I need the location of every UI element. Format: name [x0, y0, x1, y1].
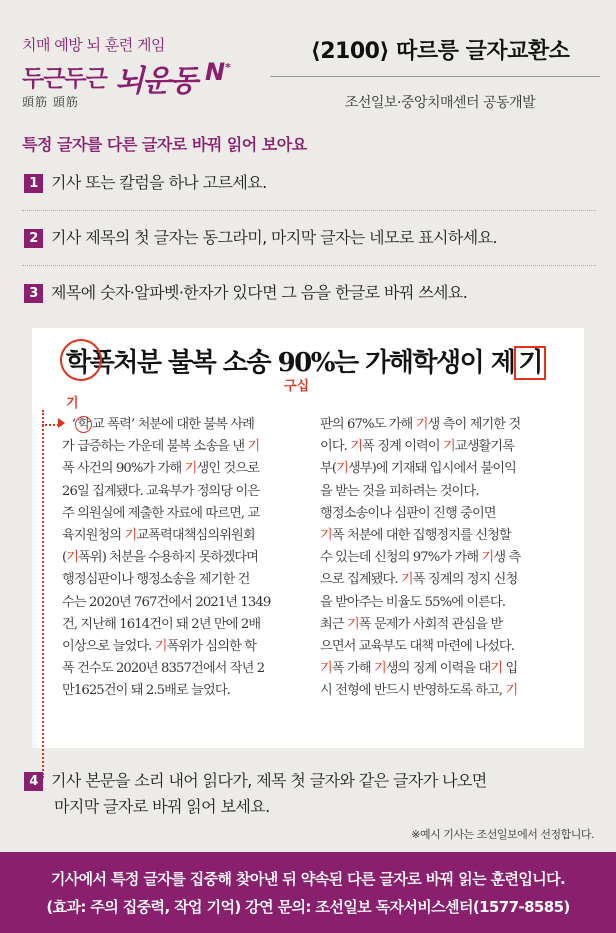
article-line: 행정심판이나 행정소송을 제기한 건 — [62, 572, 250, 588]
step-number-badge: 2 — [24, 229, 43, 248]
step-3 — [24, 281, 604, 305]
step-text: 기사 제목의 첫 글자는 동그라미, 마지막 글자는 네모로 표시하세요. — [51, 228, 497, 247]
logo-hanja: 頭筋 頭筋 — [22, 95, 79, 109]
article-line: 최근 기폭 문제가 사회적 관심을 받 — [320, 616, 503, 632]
step-4 — [24, 768, 604, 820]
step-1 — [24, 171, 604, 195]
article-line: ‘ 학 교 폭력’ 처분에 대한 불복 사례 — [62, 417, 254, 432]
logo-brain-exercise: 뇌운동 — [115, 64, 196, 99]
step-text-line-2: 마지막 글자로 바꿔 읽어 보세요. — [54, 797, 270, 816]
step-number-badge: 3 — [24, 284, 43, 303]
article-line: 육지원청의 기교폭력대책심의위원회 — [62, 528, 255, 544]
divider — [22, 265, 596, 266]
article-line: 부(기생부)에 기재돼 입시에서 불이익 — [320, 461, 516, 477]
series-subtitle: 치매 예방 뇌 훈련 게임 — [22, 36, 165, 54]
header — [0, 0, 616, 120]
article-line: 건, 지난해 1614건이 돼 2년 만에 2배 — [62, 616, 261, 632]
circled-char: 학 — [75, 416, 92, 433]
article-line: 주 의원실에 제출한 자료에 따르면, 교 — [62, 505, 260, 521]
replacement-note: 기 — [66, 396, 79, 411]
step-text: 기사 본문을 소리 내어 읽다가, 제목 첫 글자와 같은 글자가 나오면 — [51, 771, 487, 790]
article-line: 폭 사건의 90%가 가해 기생인 것으로 — [62, 461, 259, 477]
step-number-badge: 1 — [24, 174, 43, 193]
example-article — [32, 328, 584, 748]
intro-heading: 특정 글자를 다른 글자로 바꿔 읽어 보아요 — [22, 135, 307, 154]
article-line: 기폭 처분에 대한 집행정지를 신청할 — [320, 528, 511, 544]
logo-n-mark: N* — [205, 58, 231, 86]
article-line: 만1625건이 돼 2.5배로 늘었다. — [62, 683, 230, 699]
arrow-right-icon — [58, 418, 65, 428]
article-left-column — [62, 414, 304, 703]
article-line: 시 전형에 반드시 반영하도록 하고, 기 — [320, 683, 518, 699]
footer-line-2: (효과: 주의 집중력, 작업 기억) 강연 문의: 조선일보 독자서비스센터(1577-8585) — [46, 898, 570, 916]
headline-last-char: 기 — [514, 346, 546, 380]
headline-middle: 폭처분 불복 소송 90%는 가해학생이 제 — [89, 348, 515, 378]
article-line: 이다. 기폭 징계 이력이 기교생활기록 — [320, 439, 515, 455]
article-line: 을 받는 것을 피하려는 것이다. — [320, 483, 479, 499]
article-line: 폭 건수도 2020년 8357건에서 작년 2 — [62, 661, 265, 677]
article-line: 을 받아주는 비율도 55%에 이른다. — [320, 594, 506, 610]
article-line: 기폭 가해 기생의 징계 이력을 대기 입 — [320, 661, 518, 677]
article-line: (기폭위) 처분을 수용하지 못하겠다며 — [62, 550, 258, 566]
step-2 — [24, 226, 604, 250]
article-line: 으면서 교육부도 대책 마련에 나섰다. — [320, 639, 515, 655]
article-line: 판의 67%도 가해 기생 측이 제기한 것 — [320, 417, 521, 432]
header-divider — [270, 76, 600, 77]
article-line: 수는 2020년 767건에서 2021년 1349 — [62, 594, 271, 610]
article-line: 행정소송이나 심판이 진행 중이면 — [320, 505, 496, 521]
step-text: 제목에 숫자·알파벳·한자가 있다면 그 음을 한글로 바꿔 쓰세요. — [51, 283, 468, 302]
article-line: 으로 집계됐다. 기폭 징계의 정지 신청 — [320, 572, 518, 588]
step-number-badge: 4 — [24, 772, 43, 791]
footer-banner — [0, 852, 616, 933]
divider — [22, 210, 596, 211]
article-line: 가 급증하는 가운데 불복 소송을 낸 기 — [62, 439, 260, 455]
footer-line-1: 기사에서 특정 글자를 집중해 찾아낸 뒤 약속된 다른 글자로 바꿔 읽는 훈련입니다. — [50, 870, 566, 888]
article-line: 26일 집계됐다. 교육부가 정의당 이은 — [62, 483, 260, 499]
article-right-column — [320, 414, 570, 703]
guide-dotted-line — [42, 410, 44, 778]
article-line: 이상으로 늘었다. 기폭위가 심의한 학 — [62, 639, 257, 655]
step-text: 기사 또는 칼럼을 하나 고르세요. — [51, 173, 267, 192]
footnote: ※예시 기사는 조선일보에서 선정합니다. — [411, 828, 594, 841]
article-line: 수 있는데 신청의 97%가 가해 기생 측 — [320, 550, 521, 566]
logo-dugeun: 두근두근 — [22, 66, 107, 92]
headline-first-char: 학 — [66, 342, 90, 379]
page-title: ⟨2100⟩ 따르릉 글자교환소 — [310, 39, 570, 64]
credit-line: 조선일보·중앙치매센터 공동개발 — [344, 95, 536, 111]
number-reading-note: 구십 — [284, 379, 310, 394]
